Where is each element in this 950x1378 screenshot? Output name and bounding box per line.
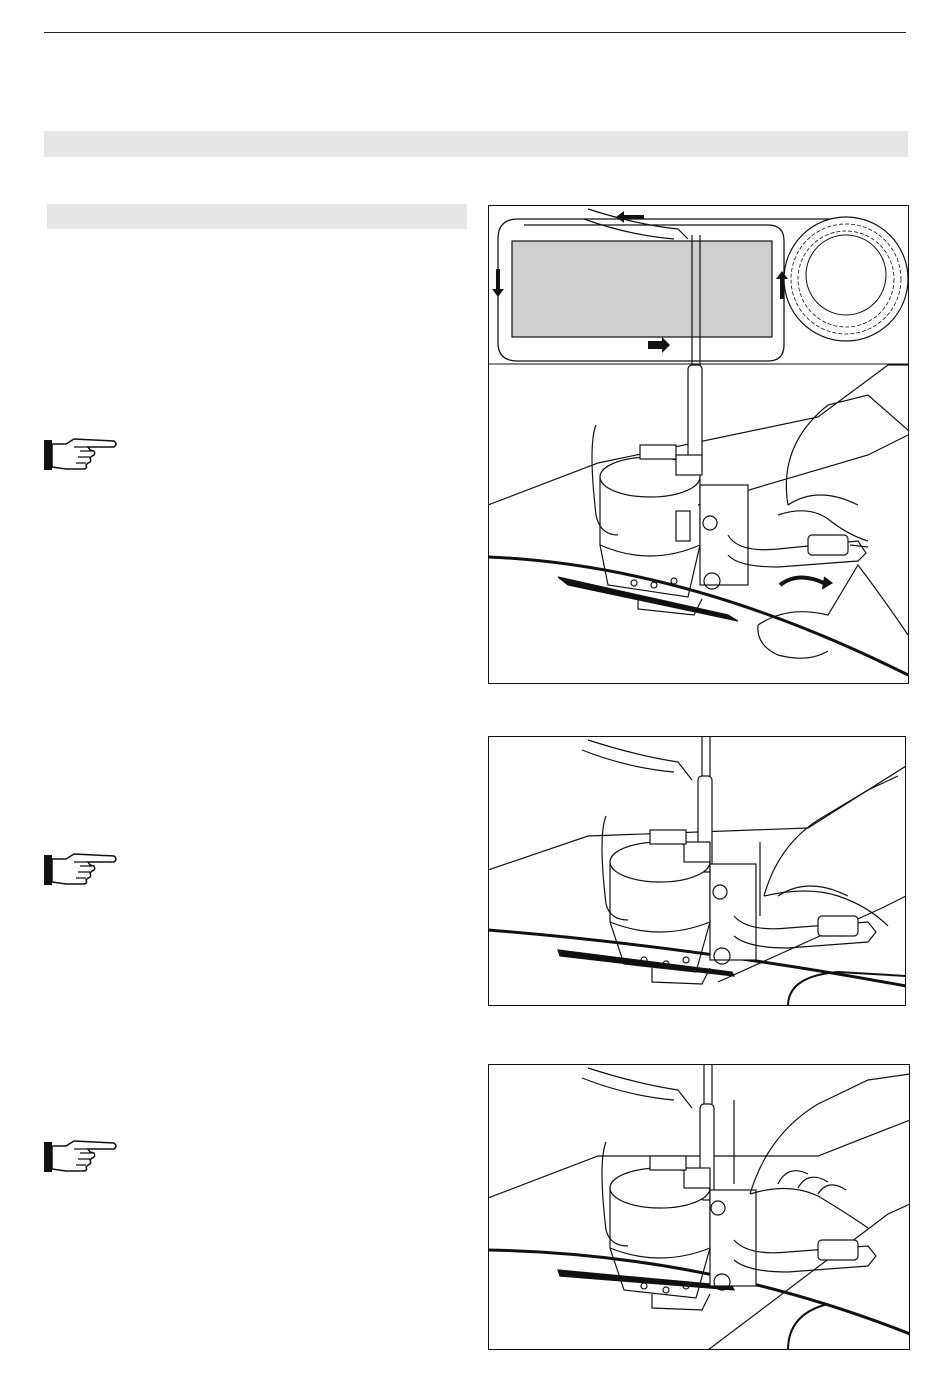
section-title-bar [44,131,908,157]
subsection-title-bar [47,204,467,229]
figure-seal [488,1064,910,1350]
figure-strap-path-and-insert [488,205,909,684]
figure-tension [488,736,906,1006]
pointing-hand-icon [44,851,118,889]
tool-tension-illustration [488,736,906,1006]
top-rule [44,32,906,33]
tool-seal-illustration [488,1064,910,1350]
pointing-hand-icon [44,436,118,474]
pointing-hand-icon [44,1138,118,1176]
